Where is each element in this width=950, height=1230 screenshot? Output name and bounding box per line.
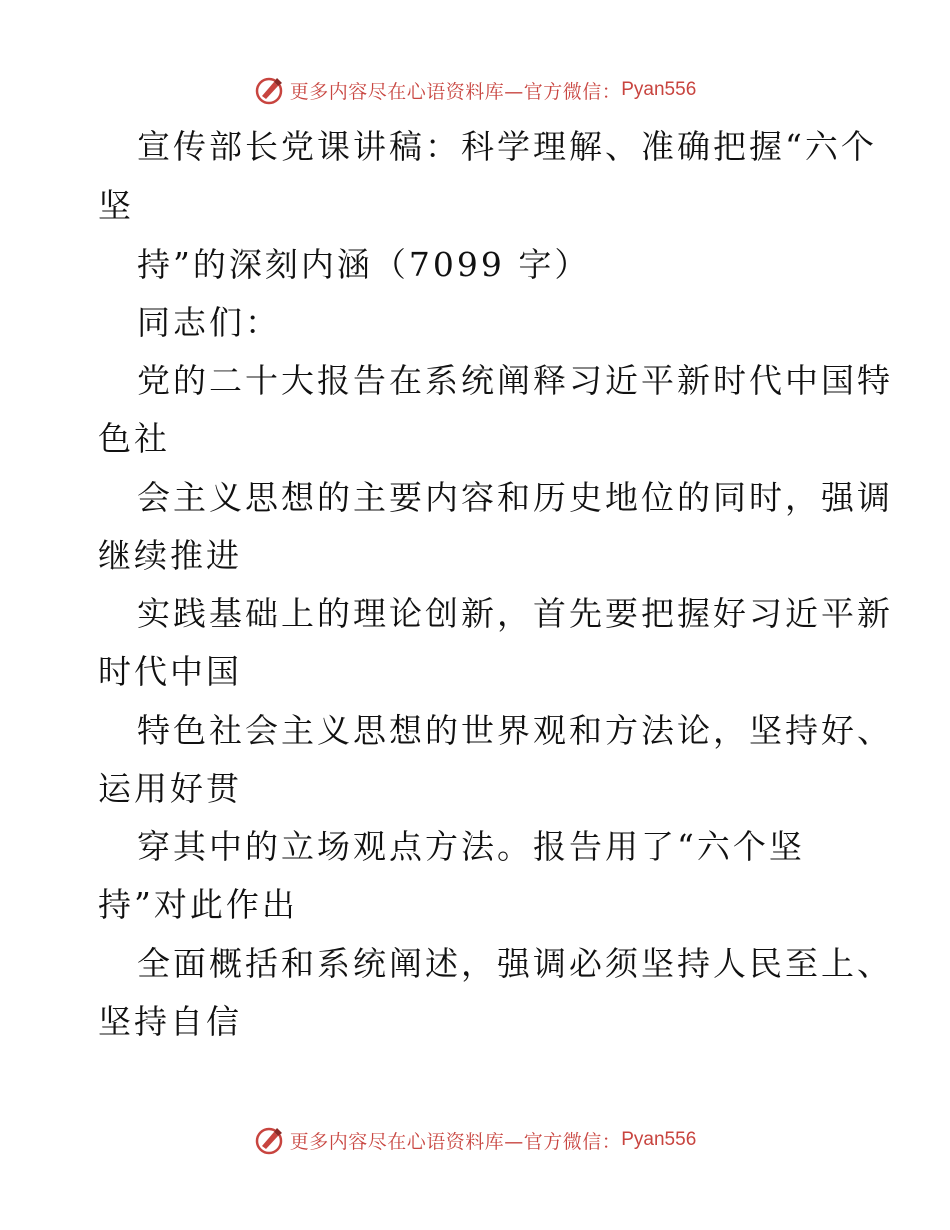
- pen-logo-icon: [254, 74, 286, 106]
- footer-watermark: [0, 1120, 950, 1160]
- paragraph-line: 全面概括和系统阐述，强调必须坚持人民至上、: [137, 944, 893, 983]
- paragraph-line: 穿其中的立场观点方法。报告用了“六个坚: [137, 827, 805, 866]
- salutation: 同志们：: [137, 303, 281, 342]
- watermark-text: 更多内容尽在心语资料库—官方微信：: [289, 1130, 622, 1153]
- watermark-wechat-id: Pyan556: [621, 79, 697, 100]
- paragraph-line: 坚持自信: [98, 1002, 242, 1041]
- paragraph-line: 持”对此作出: [98, 885, 298, 924]
- paragraph-line: 会主义思想的主要内容和历史地位的同时，强调: [137, 478, 893, 517]
- paragraph-line: 特色社会主义思想的世界观和方法论，坚持好、: [137, 711, 893, 750]
- watermark-text: 更多内容尽在心语资料库—官方微信：: [289, 80, 622, 103]
- title-line-3: 持”的深刻内涵（7099 字）: [137, 245, 591, 284]
- paragraph-line: 实践基础上的理论创新，首先要把握好习近平新: [137, 594, 893, 633]
- paragraph-line: 党的二十大报告在系统阐释习近平新时代中国特: [137, 361, 893, 400]
- paragraph-line: 继续推进: [98, 536, 242, 575]
- title-line-1: 宣传部长党课讲稿：科学理解、准确把握“六个: [137, 127, 877, 166]
- title-line-2: 坚: [98, 186, 134, 225]
- header-watermark: [0, 70, 950, 110]
- paragraph-line: 色社: [98, 419, 170, 458]
- watermark-wechat-id: Pyan556: [621, 1129, 697, 1150]
- paragraph-line: 运用好贯: [98, 769, 242, 808]
- paragraph-line: 时代中国: [98, 652, 242, 691]
- pen-logo-icon: [254, 1124, 286, 1156]
